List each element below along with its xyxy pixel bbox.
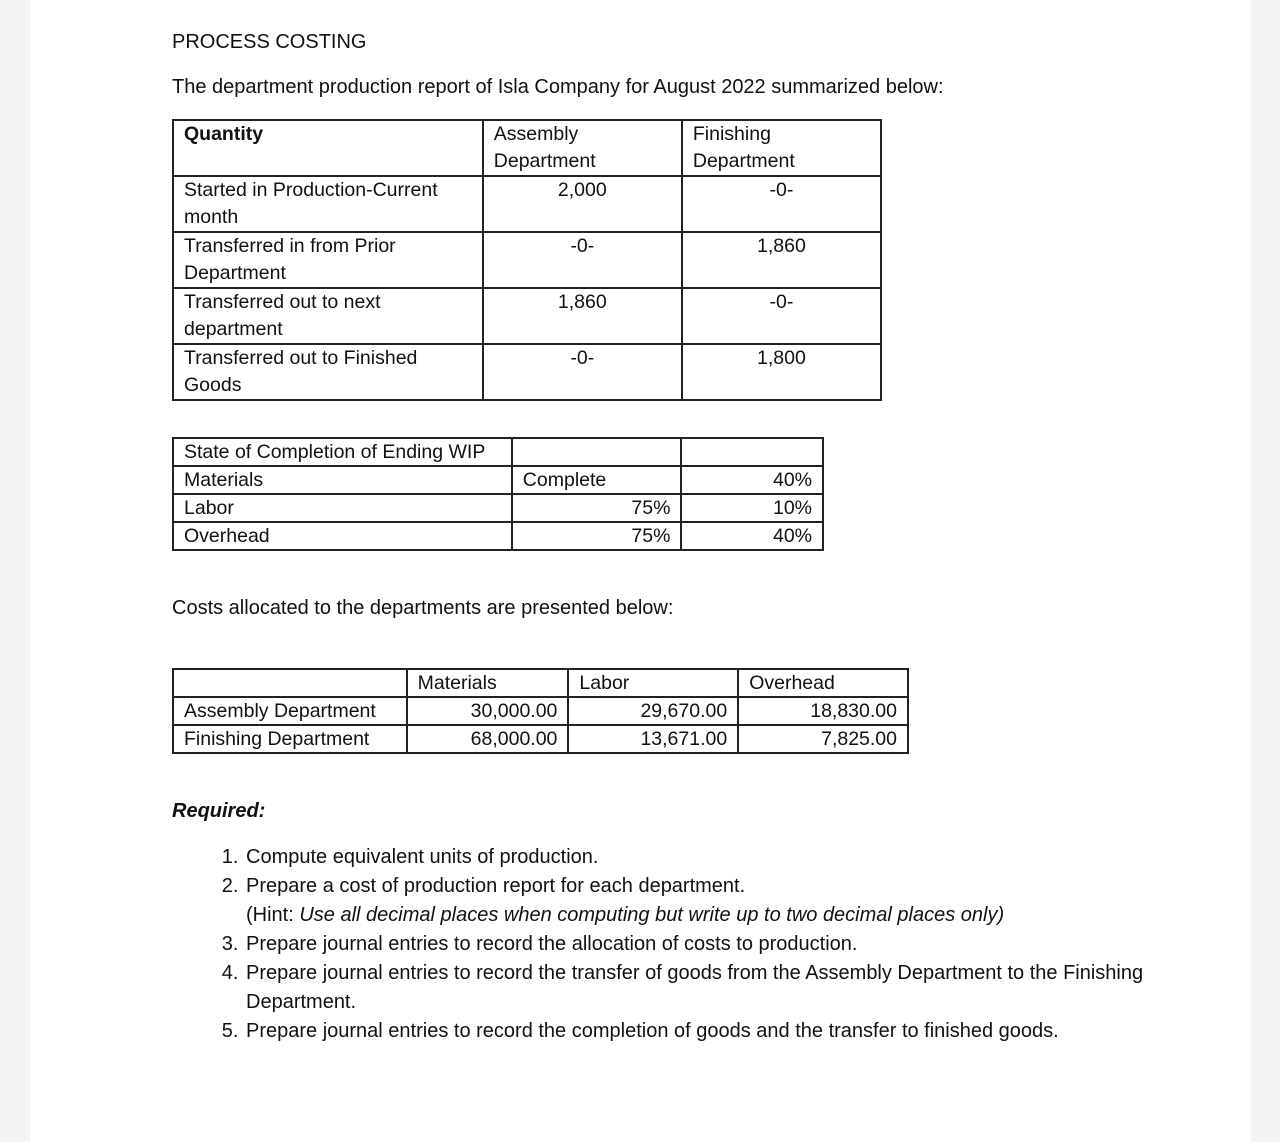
materials-value: 30,000.00 [407, 697, 569, 725]
materials-value: 68,000.00 [407, 725, 569, 753]
list-item [244, 843, 1144, 872]
row-label: Transferred in from Prior Department [173, 232, 483, 288]
assembly-header: Assembly Department [483, 120, 682, 176]
assembly-value: 75% [512, 494, 682, 522]
row-label: Started in Production-Current month [173, 176, 483, 232]
page-title: PROCESS COSTING [172, 31, 367, 53]
materials-header: Materials [407, 669, 569, 697]
document-page [30, 0, 1251, 1142]
table-row [173, 466, 823, 494]
hint-prefix: (Hint: [246, 904, 300, 926]
quantity-header: Quantity [173, 120, 483, 176]
empty-cell [681, 438, 823, 466]
table-row [173, 344, 881, 400]
table-row [173, 697, 908, 725]
required-heading: Required: [172, 800, 266, 822]
required-list [208, 843, 1144, 1046]
finishing-value: 40% [681, 466, 823, 494]
finishing-value: 10% [681, 494, 823, 522]
row-label: Materials [173, 466, 512, 494]
table-row [173, 232, 881, 288]
row-label: Transferred out to next department [173, 288, 483, 344]
costs-table [172, 668, 909, 754]
table-row [173, 288, 881, 344]
list-item [244, 930, 1144, 959]
assembly-value: 1,860 [483, 288, 682, 344]
item-text: Prepare journal entries to record the transfer of goods from the Assembly Department to the Finishing Department. [246, 962, 1144, 1013]
list-item [244, 872, 1144, 930]
finishing-value: 1,800 [682, 344, 881, 400]
item-text: Prepare a cost of production report for each department. [246, 875, 746, 897]
costs-intro: Costs allocated to the departments are presented below: [172, 597, 674, 619]
table-row [173, 725, 908, 753]
finishing-value: 1,860 [682, 232, 881, 288]
row-label: Assembly Department [173, 697, 407, 725]
assembly-value: 75% [512, 522, 682, 550]
list-item [244, 959, 1144, 1017]
row-label: Overhead [173, 522, 512, 550]
labor-value: 29,670.00 [568, 697, 738, 725]
row-label: Finishing Department [173, 725, 407, 753]
finishing-header: Finishing Department [682, 120, 881, 176]
overhead-header: Overhead [738, 669, 908, 697]
table-header-row [173, 669, 908, 697]
finishing-value: 40% [681, 522, 823, 550]
empty-cell [173, 669, 407, 697]
intro-text: The department production report of Isla Company for August 2022 summarized below: [172, 76, 944, 98]
finishing-value: -0- [682, 288, 881, 344]
assembly-value: -0- [483, 232, 682, 288]
empty-cell [512, 438, 682, 466]
hint-text [246, 901, 1144, 930]
assembly-value: -0- [483, 344, 682, 400]
row-label: Labor [173, 494, 512, 522]
table-row [173, 176, 881, 232]
assembly-value: Complete [512, 466, 682, 494]
finishing-value: -0- [682, 176, 881, 232]
item-text: Compute equivalent units of production. [246, 846, 599, 868]
table-row [173, 522, 823, 550]
item-text: Prepare journal entries to record the allocation of costs to production. [246, 933, 858, 955]
overhead-value: 18,830.00 [738, 697, 908, 725]
list-item [244, 1017, 1144, 1046]
completion-header: State of Completion of Ending WIP [173, 438, 512, 466]
labor-value: 13,671.00 [568, 725, 738, 753]
table-header-row [173, 120, 881, 176]
assembly-value: 2,000 [483, 176, 682, 232]
table-header-row [173, 438, 823, 466]
labor-header: Labor [568, 669, 738, 697]
completion-table [172, 437, 824, 551]
item-text: Prepare journal entries to record the completion of goods and the transfer to finished goods. [246, 1020, 1059, 1042]
row-label: Transferred out to Finished Goods [173, 344, 483, 400]
overhead-value: 7,825.00 [738, 725, 908, 753]
hint-body: Use all decimal places when computing but write up to two decimal places only) [299, 904, 1005, 926]
quantity-table [172, 119, 882, 401]
table-row [173, 494, 823, 522]
